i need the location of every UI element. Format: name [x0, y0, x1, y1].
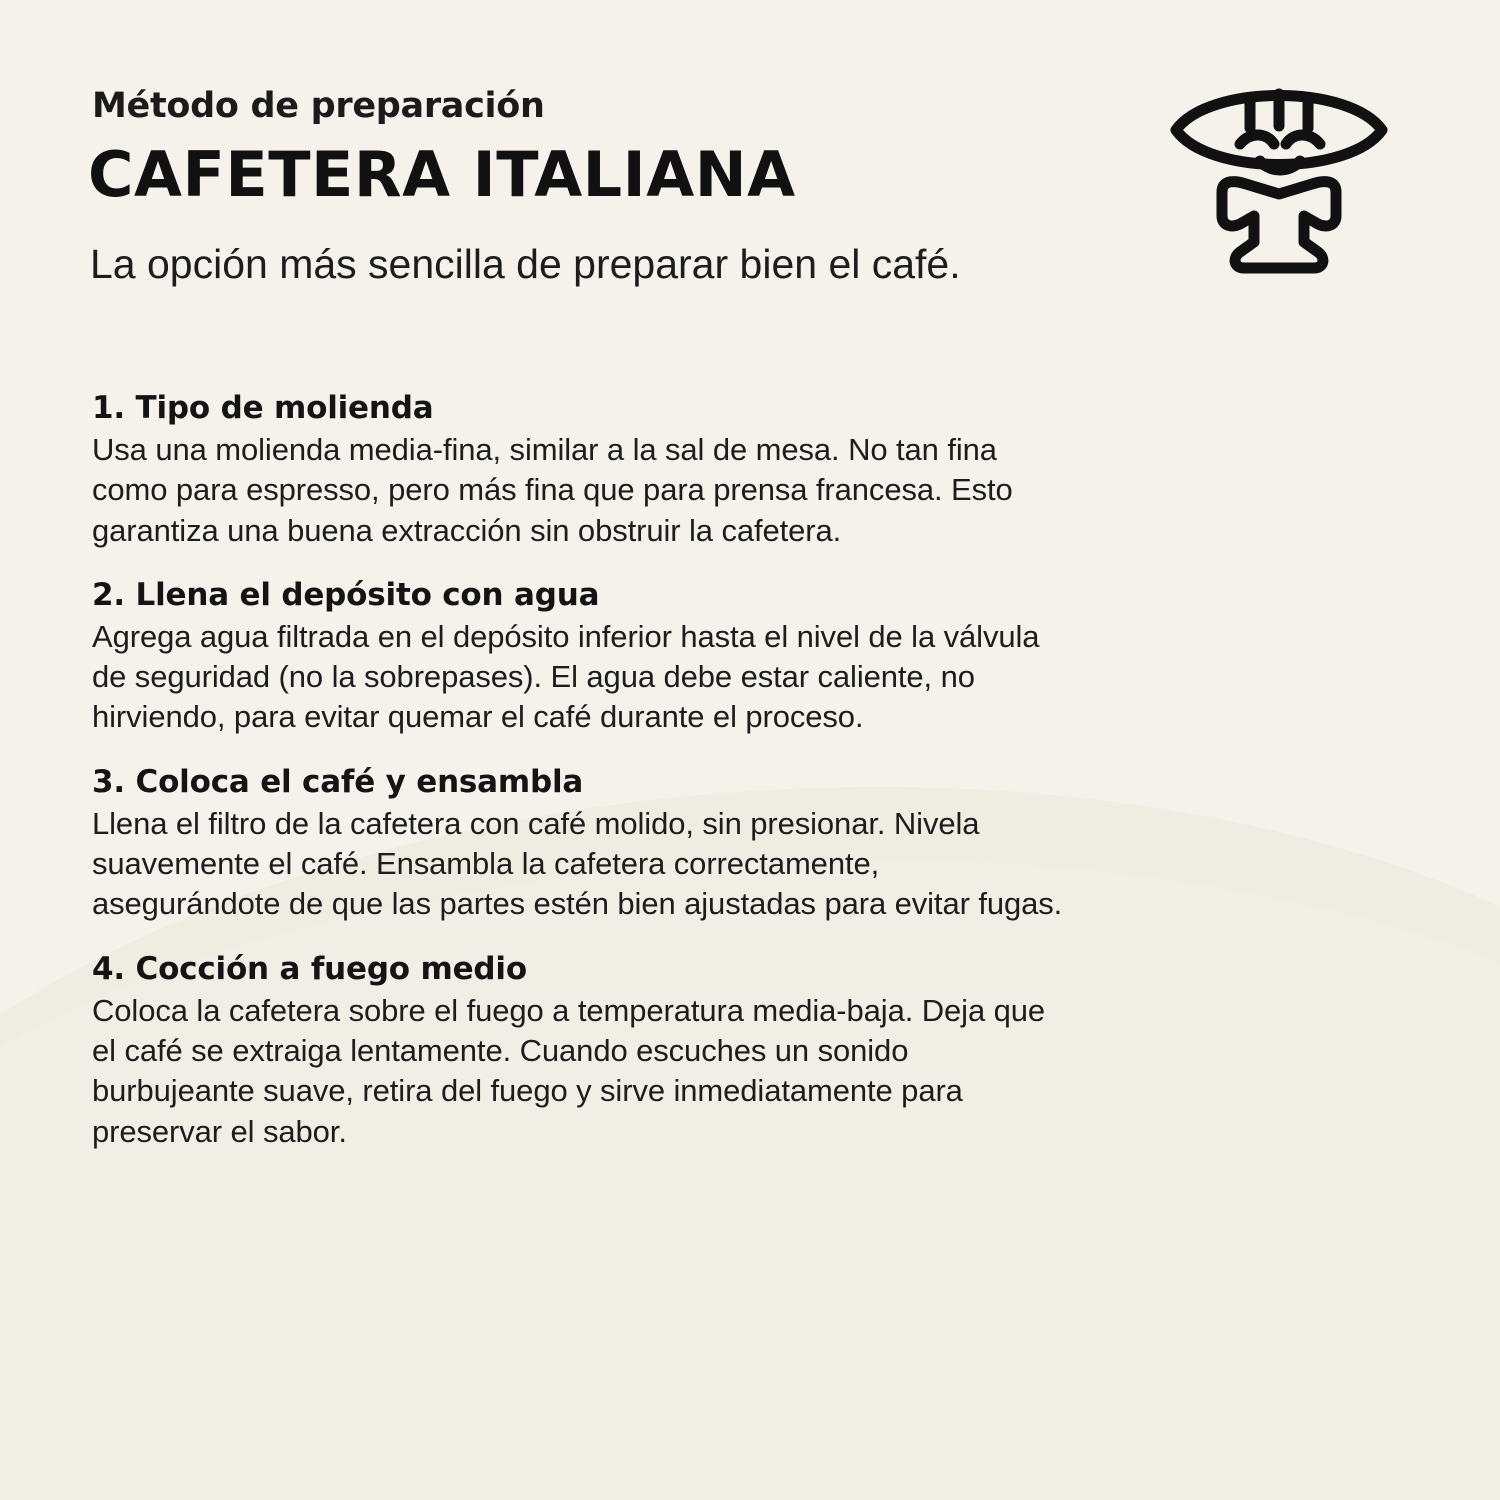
steps-list	[92, 390, 1072, 1178]
step-item	[92, 390, 1072, 551]
step-item	[92, 764, 1072, 925]
step-body: Llena el filtro de la cafetera con café molido, sin presionar. Nivela suavemente el café. Ensambla la cafetera correctamente, asegurándote de que las partes estén bien ajustadas para evitar fugas.	[92, 805, 1063, 922]
page-title: CAFETERA ITALIANA	[88, 138, 796, 211]
step-item	[92, 577, 1072, 738]
step-item	[92, 951, 1072, 1152]
page-kicker: Método de preparación	[92, 86, 545, 126]
step-body: Agrega agua filtrada en el depósito inferior hasta el nivel de la válvula de seguridad (no la sobrepases). El agua debe estar caliente, no hirviendo, para evitar quemar el café durante el proceso.	[92, 618, 1040, 735]
step-title: 2. Llena el depósito con agua	[92, 576, 600, 613]
step-title: 3. Coloca el café y ensambla	[92, 763, 584, 800]
step-title: 1. Tipo de molienda	[92, 390, 434, 426]
step-title: 4. Cocción a fuego medio	[92, 950, 527, 987]
smiling-face-mascot-logo	[1154, 66, 1404, 281]
page-subtitle: La opción más sencilla de preparar bien el café.	[90, 241, 961, 287]
step-body: Coloca la cafetera sobre el fuego a temperatura media-baja. Deja que el café se extraiga lentamente. Cuando escuches un sonido burbujeante suave, retira del fuego y sirve inmediatamente para preservar el sabor.	[92, 992, 1046, 1149]
step-body: Usa una molienda media-fina, similar a la sal de mesa. No tan fina como para espresso, pero más fina que para prensa francesa. Esto garantiza una buena extracción sin obstruir la cafetera.	[92, 432, 1013, 548]
